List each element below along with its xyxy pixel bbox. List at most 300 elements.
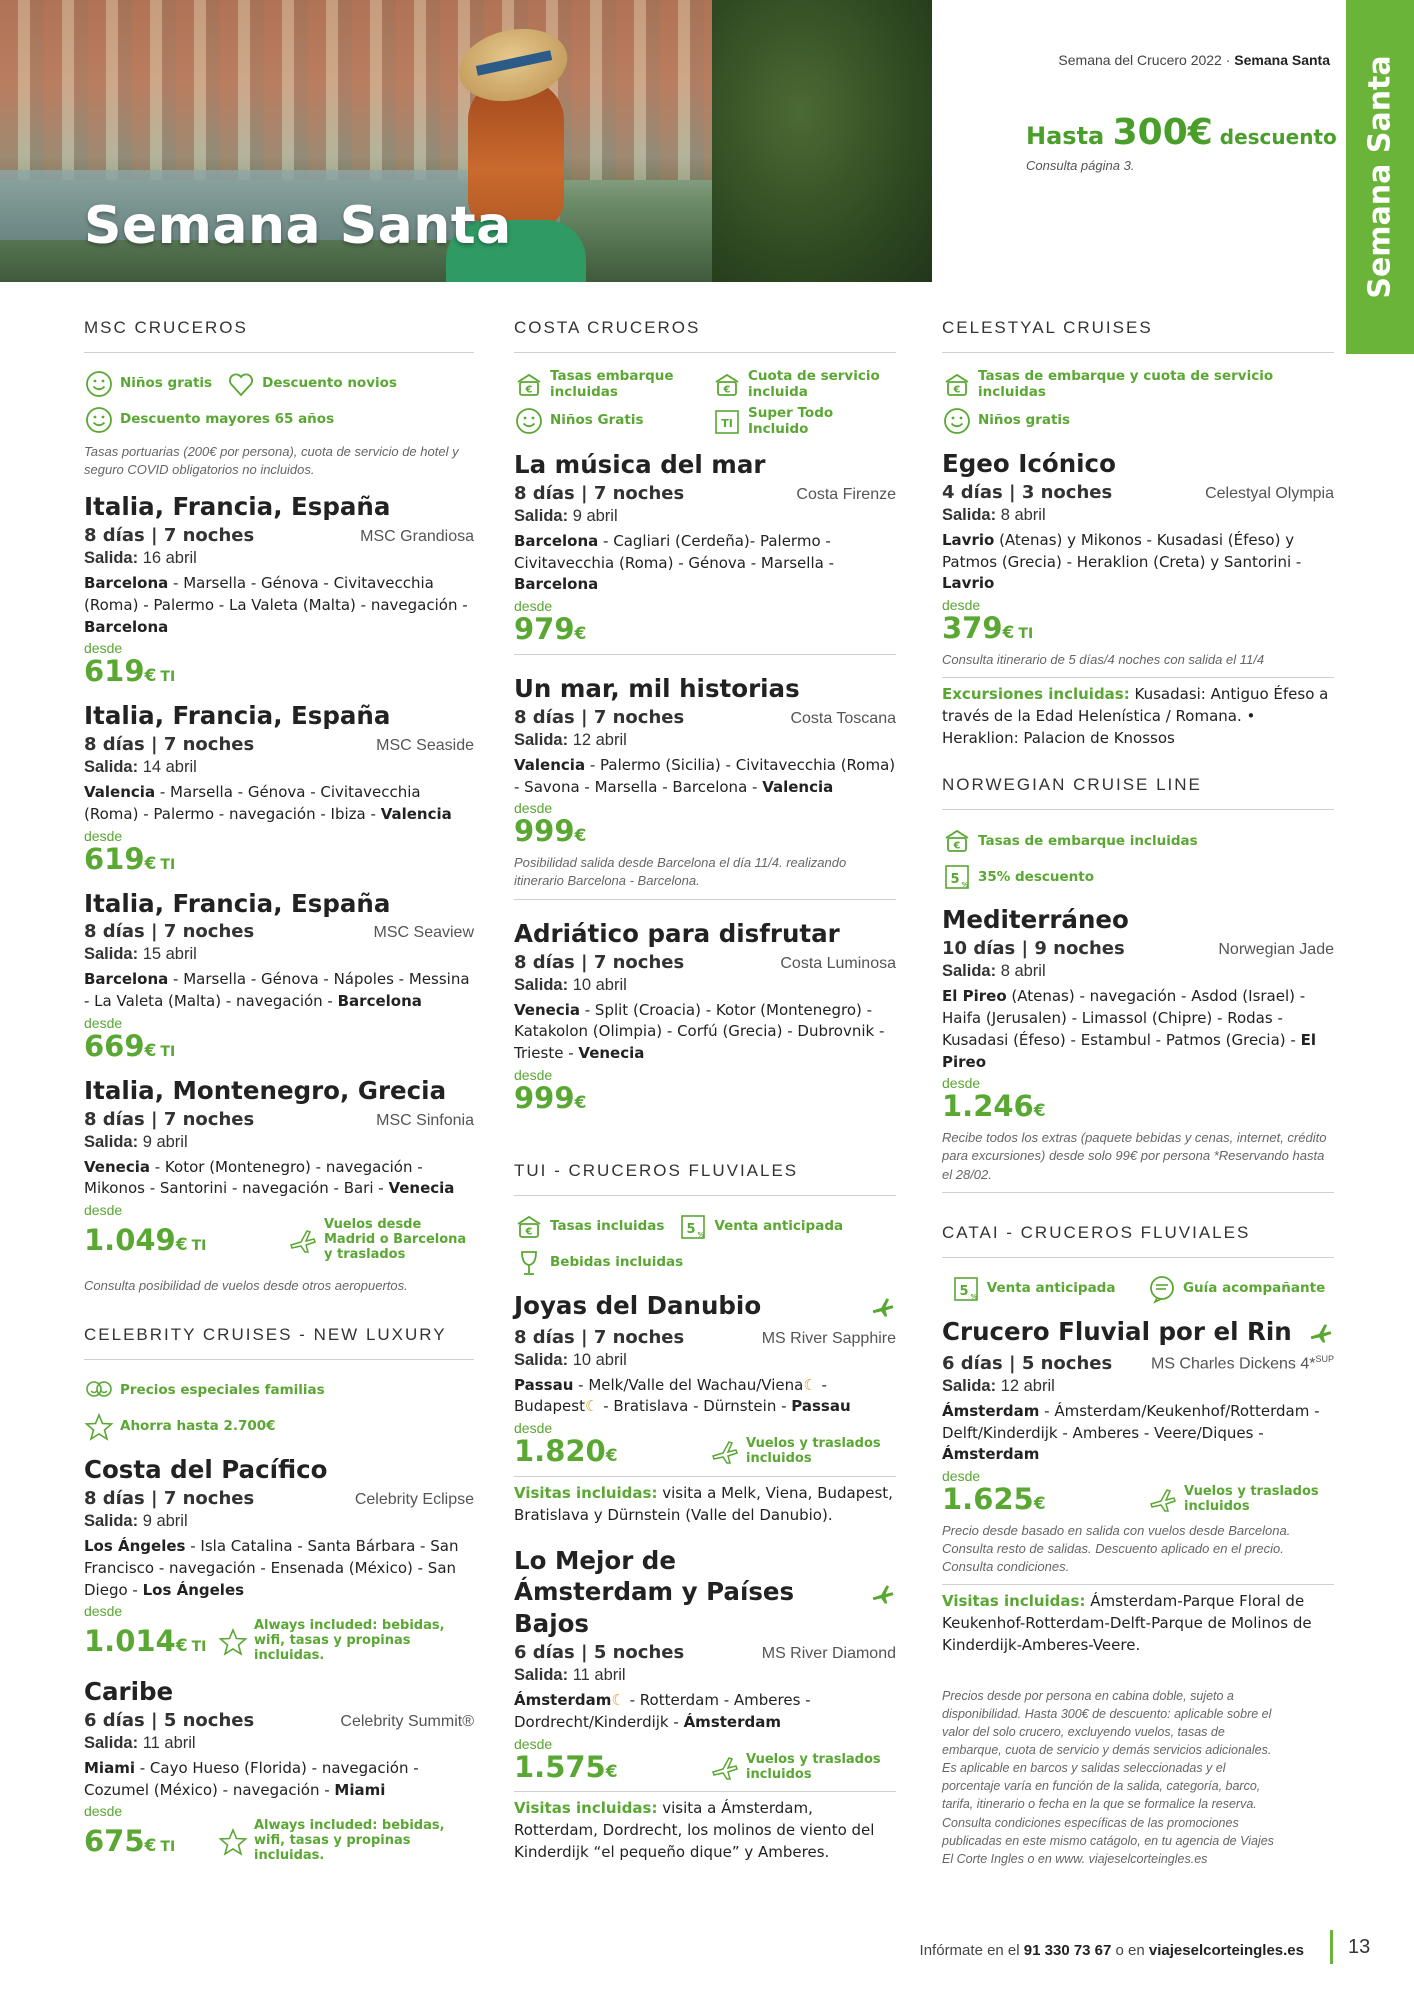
included-visits (514, 1798, 896, 1863)
desde-label: desde (84, 1014, 123, 1031)
port: Ámsterdam (514, 1691, 612, 1710)
desde-label: desde (84, 640, 123, 657)
desde-label: desde (84, 1803, 123, 1820)
price-value: 675 (84, 1823, 145, 1858)
port: Barcelona (84, 617, 169, 636)
departure (514, 1666, 896, 1685)
ship-name: MSC Grandiosa (360, 528, 474, 546)
feature-list (514, 1212, 896, 1278)
desde-label: desde (84, 827, 123, 844)
duration: 6 días | 5 noches (514, 1642, 685, 1664)
ship-name: MS Charles Dickens 4*$^{SUP}$ (1150, 1354, 1334, 1373)
svg-text:€: € (723, 384, 731, 396)
cruise-item (514, 673, 896, 891)
port: Valencia (514, 755, 586, 774)
plane-icon (288, 1226, 318, 1256)
route-text: - Cayo Hueso (Florida) - navegación - Cozumel (México) - navegación - (84, 1758, 419, 1799)
plane-icon (1148, 1485, 1178, 1515)
price (514, 816, 586, 848)
coin-icon (712, 370, 742, 400)
duration: 8 días | 7 noches (84, 1488, 255, 1510)
feature-label: Guía acompañante (1182, 1279, 1326, 1296)
departure (942, 1377, 1334, 1396)
feature-label: Niños gratis (978, 412, 1071, 429)
departure-label: Salida: (84, 758, 139, 777)
departure-label: Salida: (514, 1350, 569, 1369)
duration-row (514, 952, 896, 973)
currency: € (1002, 623, 1015, 644)
feature-list (942, 826, 1334, 892)
included-badge (218, 1619, 474, 1664)
feature-item (942, 826, 1198, 856)
feature-label: Ahorra hasta 2.700€ (120, 1418, 276, 1435)
title-row (514, 1290, 896, 1325)
feature-item (678, 1212, 843, 1242)
departure-label: Salida: (84, 1512, 139, 1531)
price-row (514, 614, 896, 646)
duration-row (84, 525, 474, 546)
divider (514, 1476, 896, 1477)
ship-name: MSC Sinfonia (376, 1111, 474, 1129)
feature-item (84, 1376, 325, 1406)
promo-discount: Hasta 300€ descuento (1026, 112, 1337, 153)
trees (712, 0, 932, 282)
desde-label: desde (514, 1735, 553, 1752)
title-row (942, 904, 1334, 936)
departure (942, 506, 1334, 525)
feature-item (514, 1248, 683, 1278)
divider (942, 1192, 1334, 1193)
departure (84, 549, 474, 568)
port: El Pireo (942, 987, 1007, 1006)
currency: € (1033, 1494, 1046, 1514)
title-row (942, 1316, 1334, 1351)
route (84, 1758, 474, 1802)
included-visits (942, 1591, 1334, 1656)
port: Los Ángeles (84, 1537, 186, 1556)
section-footnote: Consulta posibilidad de vuelos desde otros aeropuertos. (84, 1277, 408, 1293)
cruise-item (514, 1290, 896, 1527)
divider (942, 1584, 1334, 1585)
heart-icon (226, 369, 256, 399)
divider (514, 1791, 896, 1792)
ti-icon (712, 407, 742, 437)
cruise-title: Egeo Icónico (942, 449, 1116, 479)
ship-name: MSC Seaview (373, 924, 474, 942)
visits-label: Visitas incluidas: (942, 1592, 1086, 1611)
included-label: Vuelos y traslados incluidos (746, 1751, 881, 1782)
title-row (84, 888, 474, 920)
cruise-item (942, 448, 1334, 749)
duration-row (84, 921, 474, 942)
departure-date: 9 abril (138, 1132, 188, 1151)
price-value: 999 (514, 814, 575, 849)
included-badge (218, 1819, 474, 1864)
section-heading: NORWEGIAN CRUISE LINE (942, 775, 1334, 810)
cruise-title: Caribe (84, 1677, 174, 1707)
port: Ámsterdam (942, 1445, 1040, 1464)
svg-text:%: % (697, 1230, 705, 1239)
price-row (514, 1080, 896, 1115)
desde-label: desde (514, 1420, 553, 1437)
port: Passau (791, 1397, 851, 1416)
hero-banner (0, 0, 932, 282)
svg-text:%: % (970, 1292, 978, 1301)
visits-text: visita a Melk, Viena, Budapest, Bratislava y Dürnstein (Valle del Danubio). (514, 1484, 893, 1524)
price (942, 1484, 1046, 1516)
hero-title: Semana Santa (84, 196, 512, 256)
ti-badge: TI (191, 1638, 207, 1655)
cruise-title: Italia, Montenegro, Grecia (84, 1075, 447, 1105)
title-row (84, 491, 474, 523)
feature-item (84, 405, 334, 435)
departure-label: Salida: (942, 1376, 997, 1395)
duration: 8 días | 7 noches (514, 706, 685, 728)
plane-solid-icon (1308, 1320, 1334, 1351)
duration: 4 días | 3 noches (942, 481, 1113, 503)
cruise-title: Un mar, mil historias (514, 674, 800, 704)
title-row (84, 1454, 474, 1486)
currency: € (1033, 1101, 1046, 1122)
price-value: 1.049 (84, 1222, 176, 1257)
visits-label: Excursiones incluidas: (942, 685, 1130, 704)
plane-solid-icon (870, 1294, 896, 1325)
departure-date: 8 abril (996, 505, 1046, 524)
svg-text:5: 5 (950, 872, 960, 888)
star-icon (218, 1627, 248, 1657)
included-label: Always included: bebidas, wifi, tasas y propinas incluidas. (254, 1818, 445, 1864)
website-link: viajeselcorteingles.es (1148, 1942, 1304, 1959)
duration-row (514, 1642, 896, 1663)
route-text: - Rotterdam - Amberes - Dordrecht/Kinderdijk - (514, 1691, 811, 1731)
price (514, 1080, 587, 1115)
departure-date: 12 abril (996, 1376, 1055, 1395)
included-visits (942, 684, 1334, 749)
cruise-item (514, 918, 896, 1115)
star-icon (84, 1412, 114, 1442)
cruise-title: Adriático para disfrutar (514, 918, 840, 948)
departure (514, 976, 896, 995)
duration-row (942, 938, 1334, 959)
route-text: (Atenas) y Mikonos - Kusadasi (Éfeso) y Patmos (Grecia) - Heraklion (Creta) y Santorini - (942, 530, 1302, 571)
duration-row (514, 1327, 896, 1348)
route-text: (Atenas) - navegación - Asdod (Israel) - Haifa (Jerusalen) - Limassol (Chipre) - Rodas - Kusadasi (Éfeso) - Estambul - Patmos (Grecia) - (942, 987, 1306, 1049)
port: Venecia (84, 1157, 150, 1176)
visits-text: Ámsterdam-Parque Floral de Keukenhof-Rotterdam-Delft-Parque de Molinos de Kinderdijk-Amberes-Veere. (942, 1592, 1312, 1654)
departure (942, 962, 1334, 981)
departure-label: Salida: (942, 962, 997, 981)
cruise-item (514, 449, 896, 646)
departure-date: 9 abril (138, 1512, 188, 1531)
section-heading: COSTA CRUCEROS (514, 318, 896, 353)
price-value: 979 (514, 612, 575, 647)
duration: 6 días | 5 noches (84, 1709, 255, 1731)
ti-badge: TI (160, 856, 176, 873)
desde-label: desde (514, 598, 553, 615)
feature-item (712, 406, 896, 437)
feature-label: Precios especiales familias (120, 1382, 325, 1399)
price (84, 1222, 207, 1257)
svg-text:€: € (525, 384, 533, 396)
currency: € (605, 1761, 618, 1782)
desde-label: desde (84, 1202, 123, 1219)
feature-list (942, 1274, 1334, 1304)
price-row (84, 841, 474, 876)
departure-label: Salida: (84, 945, 139, 964)
price-row (942, 1091, 1334, 1123)
svg-text:€: € (953, 840, 961, 852)
port: Barcelona (514, 575, 599, 594)
feature-list (84, 369, 474, 435)
top-line: Semana del Crucero 2022 · Semana Santa (1058, 52, 1330, 68)
feature-label: Descuento mayores 65 años (120, 411, 335, 428)
port: Miami (334, 1780, 386, 1799)
included-label: Always included: bebidas, wifi, tasas y propinas incluidas. (254, 1618, 445, 1664)
price-row (84, 656, 474, 688)
plane-icon (710, 1437, 740, 1467)
duration: 10 días | 9 noches (942, 938, 1125, 960)
price (84, 1823, 176, 1858)
route-text: - Budapest (514, 1375, 827, 1416)
currency: € (574, 624, 587, 645)
feature-item (1147, 1274, 1325, 1304)
coin-icon (514, 370, 544, 400)
cruise-note: Precio desde basado en salida con vuelos desde Barcelona. Consulta resto de salidas. Descuento aplicado en el precio. Consulta condiciones. (942, 1522, 1291, 1575)
svg-text:%: % (961, 881, 969, 890)
port: Barcelona (337, 992, 422, 1011)
svg-text:€: € (953, 384, 961, 396)
duration: 8 días | 7 noches (84, 525, 255, 547)
moon-icon: ☾ (611, 1691, 625, 1710)
price-row (84, 1619, 474, 1664)
port: Venecia (578, 1044, 645, 1062)
ship-name: Norwegian Jade (1218, 941, 1334, 959)
section-heading: CATAI - CRUCEROS FLUVIALES (942, 1223, 1334, 1258)
percent-icon (951, 1274, 981, 1304)
price-row (514, 1749, 896, 1784)
feature-item (514, 369, 698, 400)
title-row (514, 449, 896, 481)
price (942, 1091, 1046, 1123)
duration: 8 días | 7 noches (514, 951, 685, 973)
smiley-icon (84, 369, 114, 399)
feature-label: Venta anticipada (714, 1217, 844, 1234)
route (514, 531, 896, 596)
cruise-item (942, 904, 1334, 1183)
price-value: 619 (84, 841, 145, 876)
port: Valencia (762, 777, 834, 796)
price-value: 999 (514, 1080, 575, 1115)
cruise-item (84, 1454, 474, 1664)
price (84, 841, 176, 876)
price-value: 1.625 (942, 1482, 1034, 1516)
port: Lavrio (942, 574, 995, 593)
feature-label: Bebidas incluidas (550, 1253, 684, 1270)
price-value: 669 (84, 1028, 145, 1063)
included-visits (514, 1483, 896, 1527)
feature-item (942, 862, 1094, 892)
price-row (514, 816, 896, 848)
port: El Pireo (942, 1030, 1316, 1071)
coin-icon (942, 370, 972, 400)
duration: 8 días | 7 noches (514, 482, 685, 504)
route (84, 969, 474, 1013)
feature-label: Tasas de embarque incluidas (978, 832, 1198, 849)
feature-item (226, 369, 397, 399)
feature-item (942, 369, 1334, 400)
smiley-icon (514, 406, 544, 436)
guide-icon (1147, 1274, 1177, 1304)
cruise-note: Consulta itinerario de 5 días/4 noches con salida el 11/4 (942, 652, 1265, 668)
port: Venecia (514, 1000, 580, 1019)
cruise-note: Recibe todos los extras (paquete bebidas y cenas, internet, crédito para excursiones) desde solo 99€ por persona *Reservando hasta el 28/02. (942, 1130, 1327, 1182)
cruise-title: Crucero Fluvial por el Rin (942, 1316, 1292, 1346)
price-value: 1.014 (84, 1623, 176, 1658)
desde-label: desde (942, 597, 981, 614)
cruise-item (84, 1676, 474, 1864)
departure-date: 14 abril (138, 758, 197, 777)
currency: € (144, 853, 157, 874)
ti-badge: TI (1018, 626, 1034, 643)
departure-label: Salida: (514, 1666, 569, 1685)
port: Barcelona (84, 970, 169, 989)
price (84, 1623, 207, 1658)
feature-item (84, 1412, 276, 1442)
moon-icon: ☾ (584, 1397, 599, 1416)
cruise-title: Joyas del Danubio (514, 1290, 762, 1320)
duration-row (84, 1488, 474, 1509)
route (942, 1401, 1334, 1466)
section-note: Tasas portuarias (200€ por persona), cuota de servicio de hotel y seguro COVID obligatorios no incluidos. (84, 444, 459, 478)
route-text: - Melk/Valle del Wachau/Viena (573, 1375, 804, 1394)
feature-item (712, 369, 896, 400)
moon-icon: ☾ (803, 1375, 817, 1394)
duration: 8 días | 7 noches (84, 921, 255, 943)
route-text: - Palermo (Sicilia) - Civitavecchia (Roma) - Savona - Marsella - Barcelona - (514, 755, 896, 796)
departure (514, 507, 896, 526)
duration: 8 días | 7 noches (514, 1326, 685, 1348)
column-1 (84, 318, 474, 1864)
ship-name: MSC Seaside (376, 737, 474, 755)
cruise-title: Italia, Francia, España (84, 888, 391, 918)
feature-item (514, 406, 698, 436)
route (84, 1536, 474, 1601)
port: Lavrio (942, 530, 995, 549)
feature-item (942, 406, 1070, 436)
route (514, 1375, 896, 1419)
price-value: 379 (942, 611, 1003, 646)
feature-label: 35% descuento (978, 868, 1094, 885)
duration: 8 días | 7 noches (84, 734, 255, 756)
section-tab: Semana Santa (1346, 0, 1414, 354)
ship-name: MS River Diamond (761, 1645, 896, 1663)
feature-label: Cuota de servicio incluida (748, 368, 880, 400)
price-row (84, 1819, 474, 1864)
port: Ámsterdam (942, 1401, 1040, 1420)
ship-name: Celestyal Olympia (1205, 484, 1334, 502)
desde-label: desde (514, 1066, 553, 1083)
price-value: 1.575 (514, 1749, 606, 1784)
departure-date: 11 abril (138, 1733, 196, 1752)
section-heading: TUI - CRUCEROS FLUVIALES (514, 1161, 896, 1196)
cruise-item (514, 1545, 896, 1864)
title-row (942, 448, 1334, 480)
price-value: 1.246 (942, 1089, 1034, 1124)
cruise-title: Italia, Francia, España (84, 492, 391, 522)
included-label: Vuelos y traslados incluidos (1184, 1484, 1319, 1514)
price-row (84, 1218, 474, 1263)
currency: € (144, 1040, 157, 1061)
route (514, 1000, 896, 1065)
departure-label: Salida: (514, 730, 569, 749)
percent-icon (678, 1212, 708, 1242)
departure-label: Salida: (514, 506, 569, 525)
feature-list (84, 1376, 474, 1442)
feature-label: Niños gratis (120, 375, 213, 392)
feature-label: Tasas embarque incluidas (550, 368, 674, 400)
cruise-title: Lo Mejor de Ámsterdam y Países Bajos (514, 1545, 795, 1639)
feature-label: Tasas incluidas (550, 1217, 665, 1234)
ti-badge: TI (160, 669, 176, 686)
price-value: 1.820 (514, 1434, 606, 1469)
price (514, 1749, 618, 1784)
ship-name: Celebrity Summit® (340, 1712, 474, 1730)
price-row (942, 613, 1334, 645)
route-text: - Marsella - Génova - Civitavecchia (Roma) - Palermo - navegación - Ibiza - (84, 783, 421, 823)
smiley-icon (942, 406, 972, 436)
title-row (84, 1075, 474, 1107)
ti-badge: TI (191, 1237, 207, 1254)
currency: € (175, 1635, 188, 1656)
route-text: - Bratislava - Dürnstein - (598, 1397, 792, 1416)
cruise-item (84, 491, 474, 688)
included-label: Vuelos y traslados incluidos (746, 1436, 881, 1467)
route-text: - Marsella - Génova - Civitavecchia (Roma) - Palermo - La Valeta (Malta) - navegación - (84, 574, 468, 614)
port: Ámsterdam (683, 1712, 781, 1731)
price-row (84, 1028, 474, 1063)
cruise-note: Posibilidad salida desde Barcelona el día 11/4. realizando itinerario Barcelona - Barcelona. (514, 855, 847, 889)
visits-text: visita a Ámsterdam, Rotterdam, Dordrecht, los molinos de viento del Kinderdijk “el pequeño dique” y Amberes. (514, 1799, 875, 1861)
desde-label: desde (942, 1468, 981, 1484)
route (514, 1690, 896, 1734)
port: Passau (514, 1375, 574, 1394)
included-badge (710, 1753, 896, 1783)
family-icon (84, 1376, 114, 1406)
feature-list (514, 369, 896, 437)
port: Los Ángeles (142, 1580, 245, 1599)
departure-date: 16 abril (138, 549, 197, 568)
feature-label: Descuento novios (262, 375, 397, 392)
visits-text: Kusadasi: Antiguo Éfeso a través de la Edad Helenística / Romana. • Heraklion: Palacion de Knossos (942, 685, 1329, 747)
cruise-item (84, 888, 474, 1063)
duration-row (942, 1353, 1334, 1374)
duration-row (514, 707, 896, 728)
ship-name: Costa Firenze (796, 485, 896, 503)
included-badge (710, 1437, 896, 1467)
desde-label: desde (84, 1603, 123, 1620)
ship-sup: SUP (1315, 1354, 1334, 1365)
route (84, 573, 474, 638)
desde-label: desde (514, 800, 553, 817)
currency: € (175, 1234, 188, 1255)
departure-label: Salida: (84, 549, 139, 568)
port: Barcelona (84, 574, 169, 593)
currency: € (605, 1446, 618, 1467)
route (514, 755, 896, 799)
percent-icon (942, 862, 972, 892)
coin-icon (514, 1212, 544, 1242)
departure-date: 15 abril (138, 945, 197, 964)
